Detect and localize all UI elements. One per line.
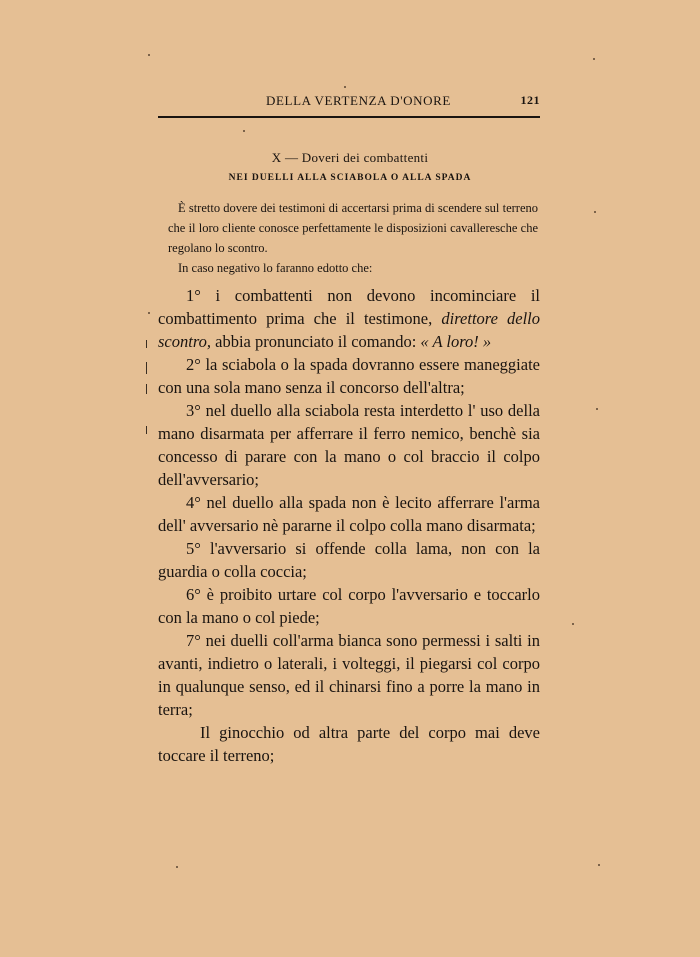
page-number: 121 bbox=[520, 93, 540, 107]
rule-item: 2° la sciabola o la spada dovranno essere maneggiate con una sola mano senza il concorso dell'altra; bbox=[158, 355, 540, 397]
rule-item: 6° è proibito urtare col corpo l'avversario e toccarlo con la mano o col piede; bbox=[158, 585, 540, 627]
scan-speck bbox=[148, 54, 150, 56]
rules-list bbox=[158, 284, 540, 767]
rule-text: abbia pronunciato il comando: bbox=[215, 332, 417, 351]
intro-paragraph: È stretto dovere dei testimoni di accertarsi prima di scendere sul terreno che il loro cliente conosce perfettamente le disposizioni cavalleresche che regolano lo scontro. bbox=[168, 201, 538, 255]
scan-speck bbox=[344, 86, 346, 88]
rule-item: Il ginocchio od altra parte del corpo mai deve toccare il terreno; bbox=[158, 723, 540, 765]
scan-speck bbox=[596, 408, 598, 410]
margin-mark bbox=[146, 340, 147, 348]
scan-speck bbox=[594, 211, 596, 213]
header-rule bbox=[158, 116, 540, 118]
scan-speck bbox=[598, 864, 600, 866]
rule-command: « A loro! » bbox=[420, 332, 492, 351]
margin-mark bbox=[146, 362, 147, 374]
scan-speck bbox=[243, 130, 245, 132]
margin-mark bbox=[146, 426, 147, 434]
scan-speck bbox=[593, 58, 595, 60]
rule-item bbox=[158, 284, 540, 353]
running-title: DELLA VERTENZA D'ONORE bbox=[266, 93, 451, 108]
rule-text: 1° i combattenti non devono incominciare il combattimento prima che il testimone, bbox=[158, 286, 540, 328]
section-title: X — Doveri dei combattenti bbox=[271, 150, 429, 165]
rule-italic: direttore dello scontro, bbox=[158, 309, 541, 351]
rule-item: 4° nel duello alla spada non è lecito afferrare l'arma dell' avversario nè pararne il colpo colla mano disarmata; bbox=[158, 493, 540, 535]
section-subtitle: NEI DUELLI ALLA SCIABOLA O ALLA SPADA bbox=[228, 173, 472, 183]
rule-item: 3° nel duello alla sciabola resta interdetto l' uso della mano disarmata per afferrare il ferro nemico, benchè sia concesso di parare con la mano o col braccio il colpo dell'avversario; bbox=[158, 401, 540, 489]
rule-item: 5° l'avversario si offende colla lama, non con la guardia o colla coccia; bbox=[158, 539, 540, 581]
intro-paragraph: In caso negativo lo faranno edotto che: bbox=[178, 261, 373, 275]
intro-text bbox=[168, 198, 538, 278]
rule-item: 7° nei duelli coll'arma bianca sono permessi i salti in avanti, indietro o laterali, i volteggi, il piegarsi col corpo in qualunque senso, ed il chinarsi fino a porre la mano in terra; bbox=[158, 631, 540, 719]
margin-mark bbox=[146, 384, 147, 394]
scan-speck bbox=[572, 623, 574, 625]
scan-speck bbox=[176, 866, 178, 868]
running-head bbox=[158, 93, 540, 113]
scan-speck bbox=[148, 312, 150, 314]
